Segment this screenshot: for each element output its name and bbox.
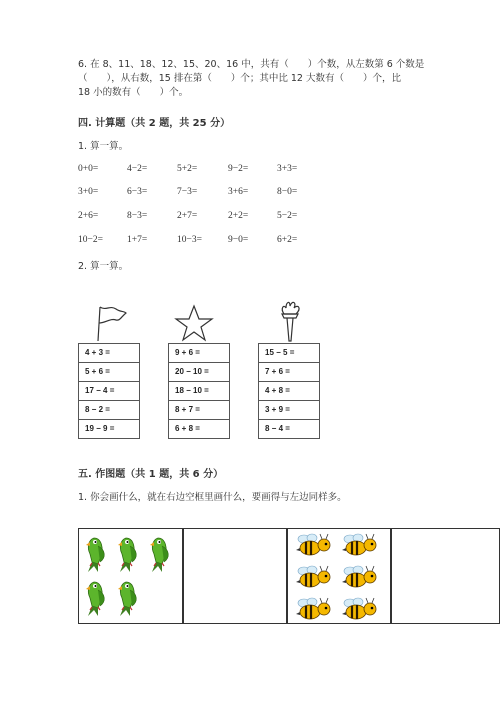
card-item: 4 + 3 = xyxy=(79,344,139,363)
calc-item: 4−2= xyxy=(127,164,148,174)
card-item: 17 − 4 = xyxy=(79,382,139,401)
q6-line-2: （ ），从右数，15 排在第（ ）个；其中比 12 大数有（ ）个，比 xyxy=(78,73,401,84)
calc-q2-label: 2. 算一算。 xyxy=(78,261,129,272)
card-item: 9 + 6 = xyxy=(169,344,229,363)
card-item: 8 + 7 = xyxy=(169,401,229,420)
section-5-title: 五. 作图题（共 1 题，共 6 分） xyxy=(78,469,224,480)
card-item: 3 + 9 = xyxy=(259,401,319,420)
draw-q1-label: 1. 你会画什么，就在右边空框里画什么，要画得与左边同样多。 xyxy=(78,492,347,503)
card-item: 8 − 2 = xyxy=(79,401,139,420)
calc-item: 9−2= xyxy=(228,164,249,174)
card-item: 20 − 10 = xyxy=(169,363,229,382)
card-item: 8 − 4 = xyxy=(265,424,290,433)
q6-line-1: 6. 在 8、11、18、12、15、20、16 中，共有（ ）个数，从左数第 6 个数是 xyxy=(78,59,425,70)
calc-item: 8−0= xyxy=(277,187,298,197)
section-4-title: 四. 计算题（共 2 题，共 25 分） xyxy=(78,118,231,129)
calc-item: 6+2= xyxy=(277,235,298,245)
calc-card-torch xyxy=(258,343,320,439)
calc-item: 8−3= xyxy=(127,211,148,221)
card-item: 4 + 8 = xyxy=(259,382,319,401)
calc-item: 9−0= xyxy=(228,235,249,245)
card-item: 19 − 9 = xyxy=(85,424,115,433)
calc-card-flag xyxy=(78,343,140,439)
card-item: 15 − 5 = xyxy=(259,344,319,363)
bee-group xyxy=(292,532,384,620)
star-icon xyxy=(174,303,214,343)
calc-item: 6−3= xyxy=(127,187,148,197)
q6-line-3: 18 小的数有（ ）个。 xyxy=(78,87,189,98)
card-item: 7 + 6 = xyxy=(259,363,319,382)
calc-item: 5−2= xyxy=(277,211,298,221)
calc-q1-label: 1. 算一算。 xyxy=(78,141,129,152)
calc-item: 3+3= xyxy=(277,164,298,174)
card-item: 18 − 10 = xyxy=(169,382,229,401)
calc-item: 3+0= xyxy=(78,187,99,197)
card-item: 6 + 8 = xyxy=(175,424,200,433)
calc-item: 1+7= xyxy=(127,235,148,245)
parrot-group xyxy=(82,532,178,620)
torch-icon xyxy=(270,298,310,343)
card-item: 5 + 6 = xyxy=(79,363,139,382)
calc-item: 0+0= xyxy=(78,164,99,174)
calc-item: 2+6= xyxy=(78,211,99,221)
calc-item: 2+2= xyxy=(228,211,249,221)
calc-item: 5+2= xyxy=(177,164,198,174)
parrot-drawing-box[interactable] xyxy=(182,528,288,624)
bee-drawing-box[interactable] xyxy=(390,528,500,624)
calc-item: 10−3= xyxy=(177,235,202,245)
calc-item: 3+6= xyxy=(228,187,249,197)
calc-item: 2+7= xyxy=(177,211,198,221)
calc-card-star xyxy=(168,343,230,439)
flag-icon xyxy=(90,303,130,343)
calc-item: 10−2= xyxy=(78,235,103,245)
calc-item: 7−3= xyxy=(177,187,198,197)
